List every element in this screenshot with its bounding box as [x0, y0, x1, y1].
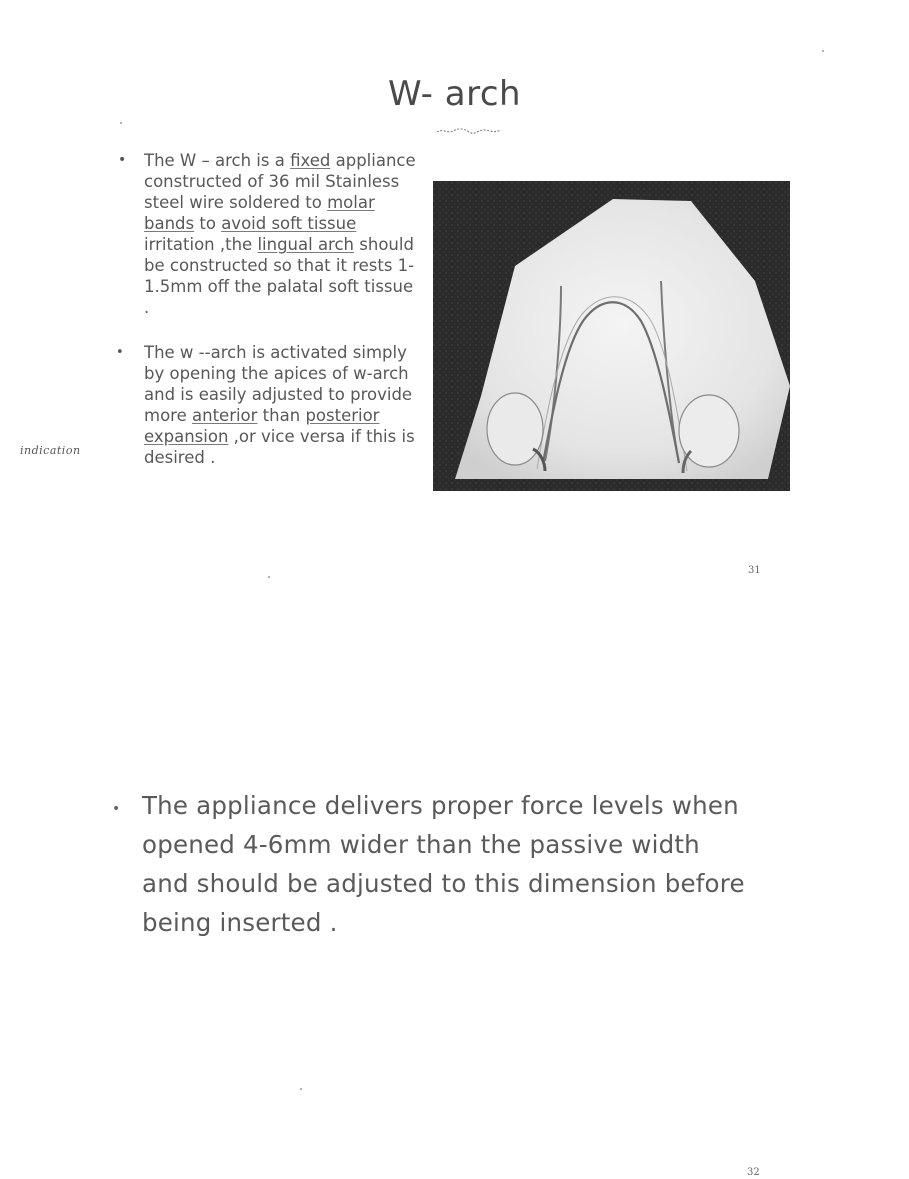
bullet-item-construction: • The W – arch is a fixed appliance constructed of 36 mil Stainless steel wire soldered to molar bands to avoid soft tissue irritation ,the lingual arch should be constructed so that it rests 1-1.5mm off the palatal soft tissue .: [118, 151, 416, 317]
scan-speck: [120, 122, 122, 124]
underlined-term: anterior: [192, 406, 258, 425]
underlined-term: posterior expansion: [144, 406, 380, 446]
bullet-item-activation: • The w --arch is activated simply by opening the apices of w-arch and is easily adjusted to provide more anterior than posterior expansion ,or vice versa if this is desired .: [116, 343, 415, 467]
scan-speck: [822, 50, 824, 52]
dental-cast-illustration: [433, 181, 790, 491]
handwritten-margin-note: indication: [20, 444, 81, 457]
underlined-term: lingual arch: [257, 235, 355, 254]
scan-speck: [300, 1088, 302, 1090]
handwritten-scribble: [435, 122, 505, 138]
underlined-term: molar bands: [144, 193, 375, 233]
page-number: 31: [748, 565, 761, 576]
bullet-item-force-levels: • The appliance delivers proper force levels when opened 4-6mm wider than the passive width and should be adjusted to this dimension before being inserted .: [112, 791, 745, 937]
underlined-term: avoid soft tissue: [221, 214, 357, 233]
bullet-dot-icon: •: [116, 345, 124, 360]
scan-speck: [268, 576, 270, 578]
slide2-bullet-list: [112, 786, 752, 942]
bullet-dot-icon: •: [118, 152, 127, 168]
slide1-bullet-list: [118, 150, 423, 468]
w-arch-appliance-photo: [433, 181, 790, 491]
underlined-term: fixed: [290, 151, 331, 170]
slide-title: W- arch: [387, 74, 522, 114]
page-number: 32: [747, 1167, 760, 1178]
bullet-dot-icon: •: [112, 801, 121, 817]
